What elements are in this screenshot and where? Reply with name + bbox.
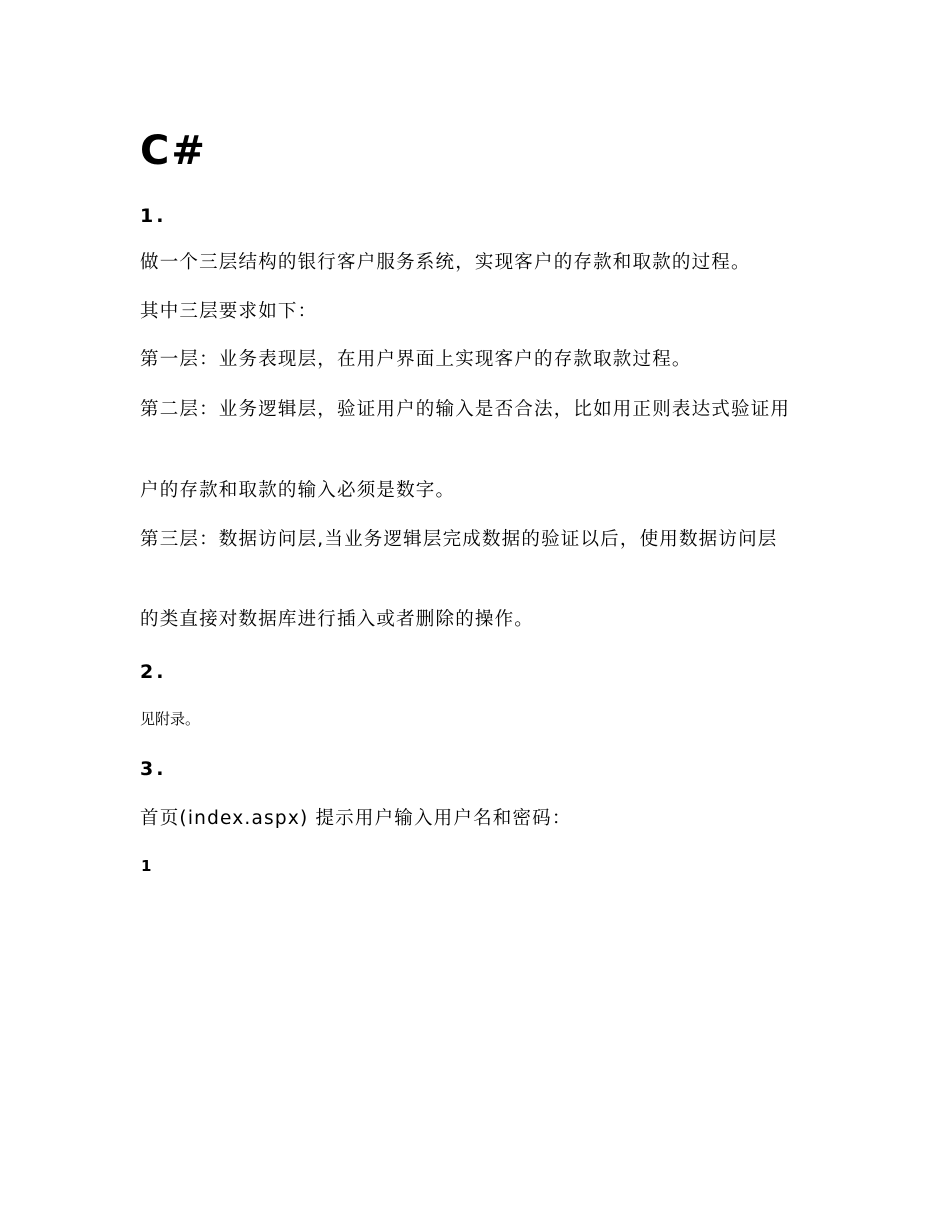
paragraph-5: 户的存款和取款的输入必须是数字。 (140, 480, 456, 501)
paragraph-1: 做一个三层结构的银行客户服务系统，实现客户的存款和取款的过程。 (140, 252, 751, 273)
section-heading-3: 3. (140, 758, 167, 780)
paragraph-7: 的类直接对数据库进行插入或者删除的操作。 (140, 609, 535, 630)
paragraph-index-page: 首页(index.aspx) 提示用户输入用户名和密码： (140, 808, 572, 829)
page-number: 1 (141, 857, 152, 875)
paragraph-4: 第二层：业务逻辑层，验证用户的输入是否合法，比如用正则表达式验证用 (140, 399, 791, 420)
paragraph-3: 第一层：业务表现层，在用户界面上实现客户的存款取款过程。 (140, 349, 692, 370)
section-heading-2: 2. (140, 661, 167, 683)
appendix-note: 见附录。 (140, 710, 201, 728)
document-title: C# (140, 128, 207, 174)
section-heading-1: 1. (140, 205, 167, 227)
paragraph-2: 其中三层要求如下： (140, 301, 318, 322)
paragraph-6: 第三层：数据访问层,当业务逻辑层完成数据的验证以后，使用数据访问层 (140, 529, 778, 550)
